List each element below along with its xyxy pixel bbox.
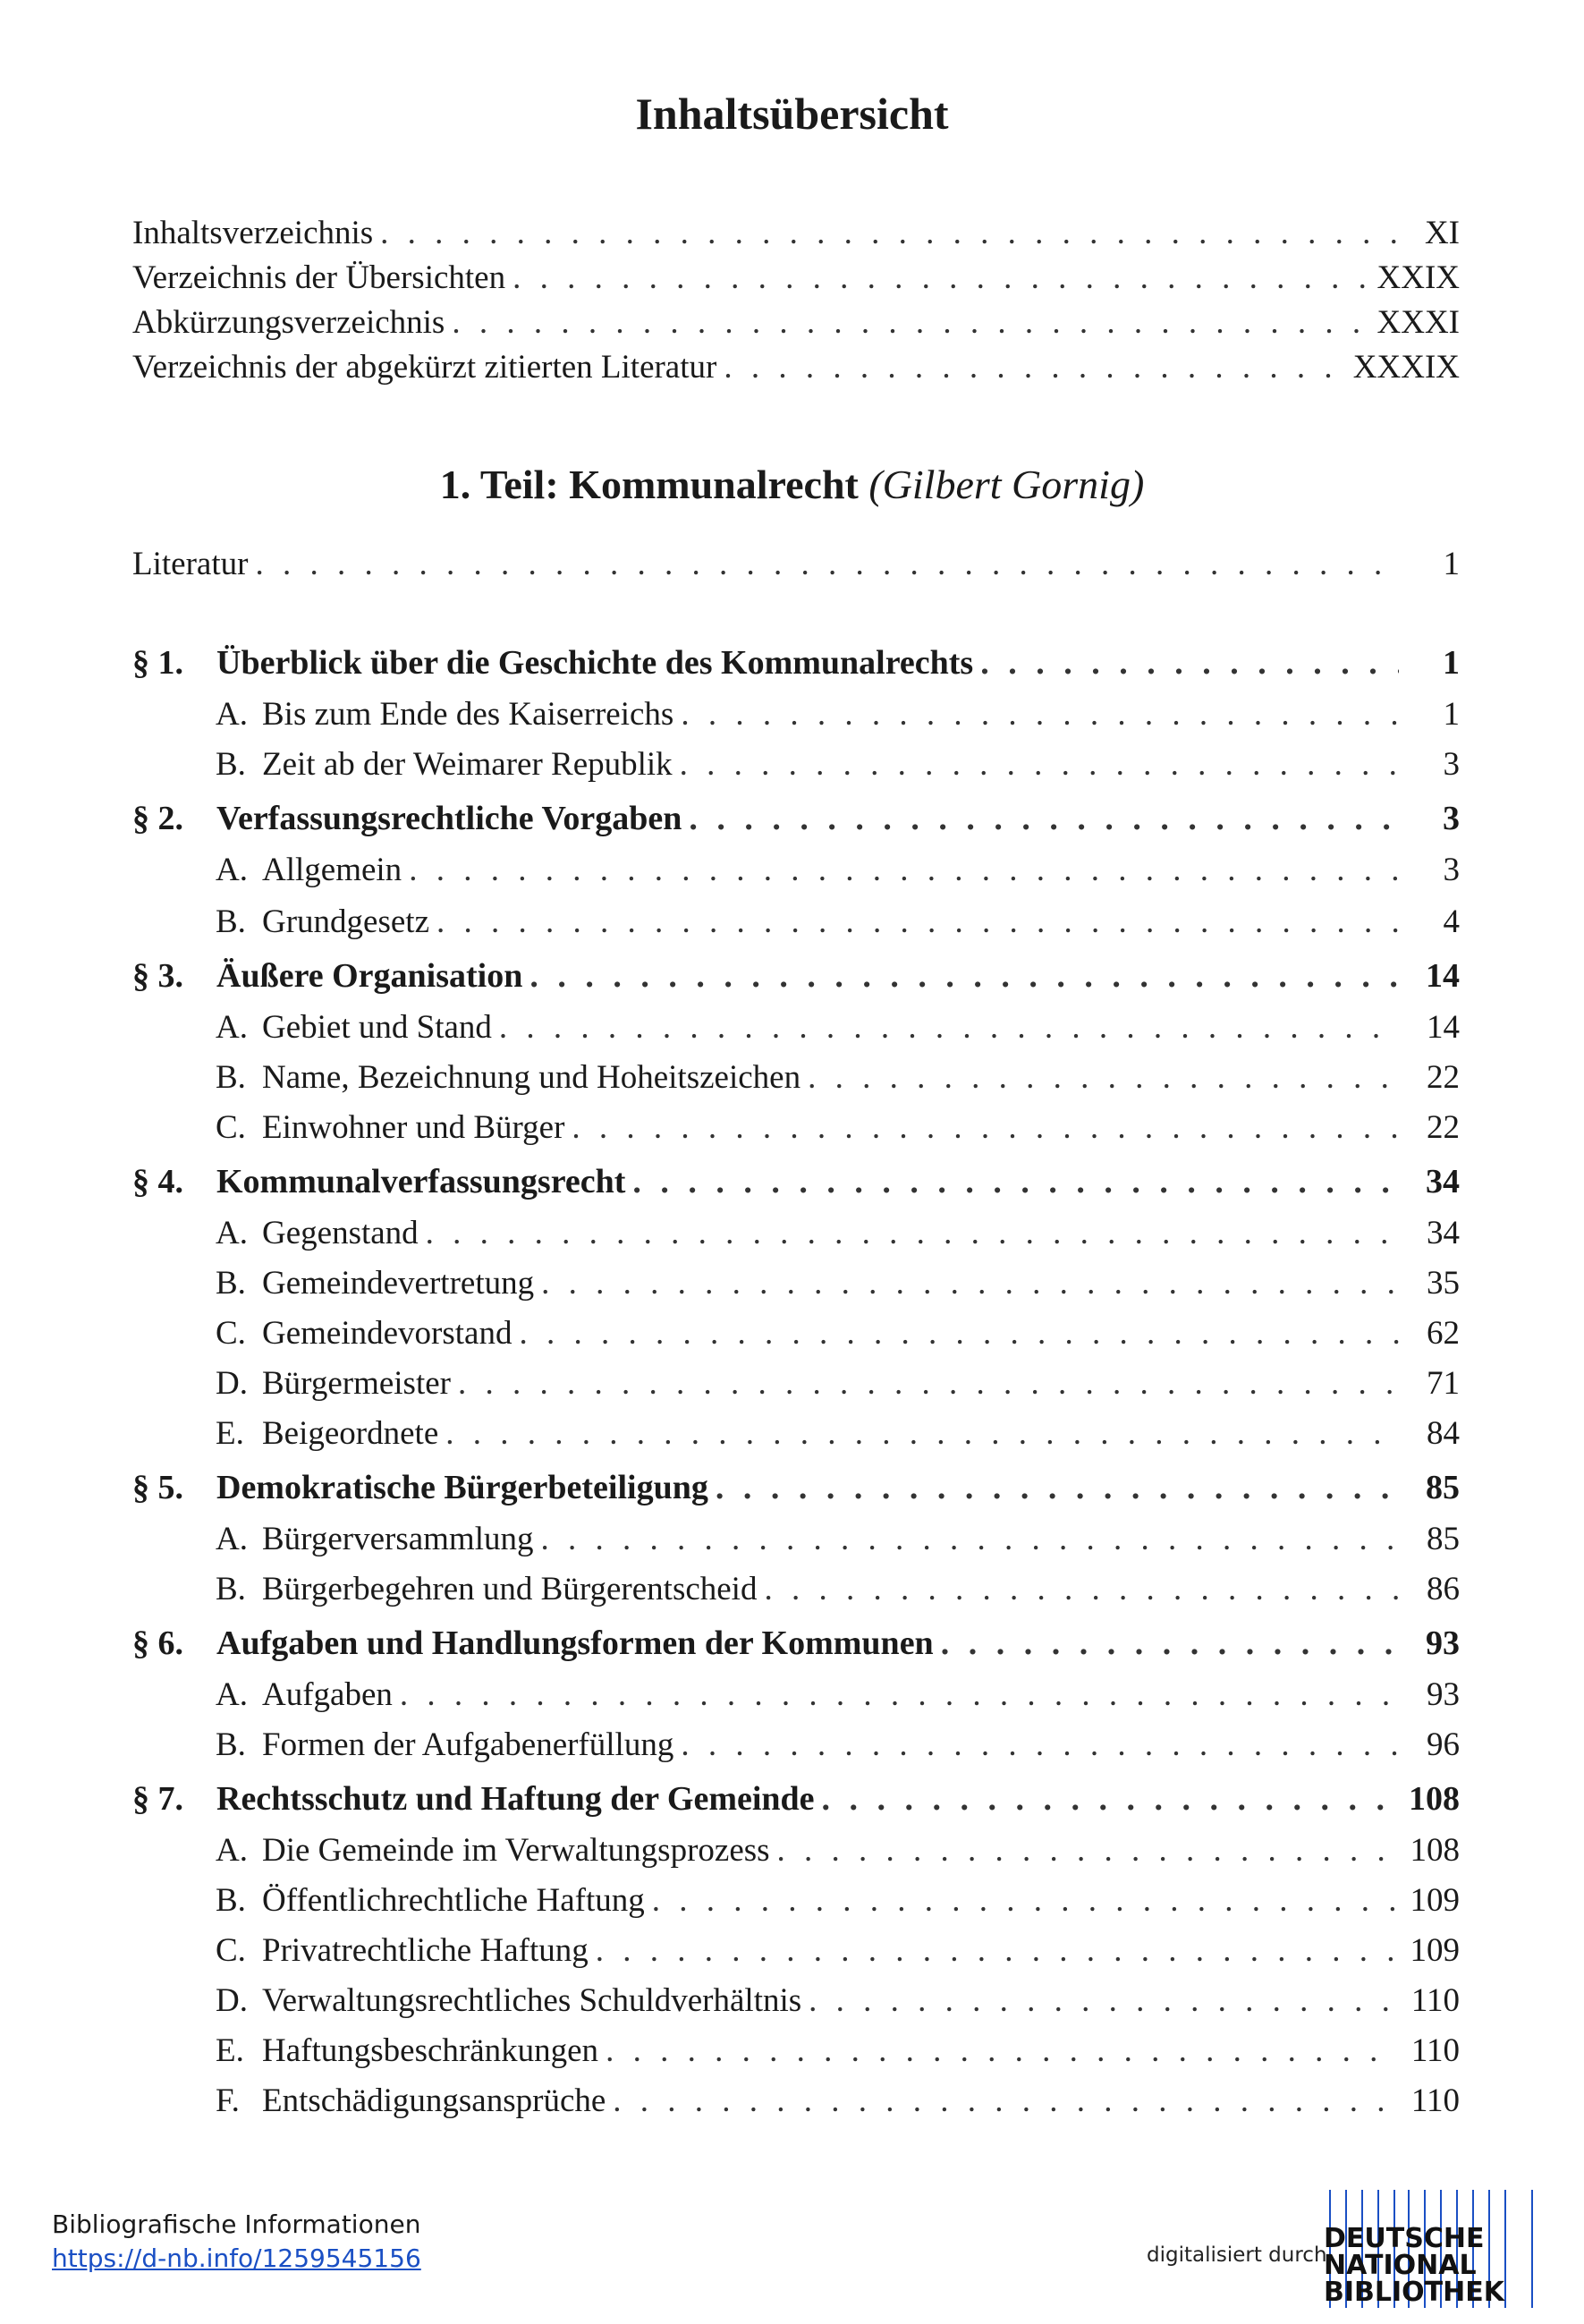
leader-dots [380, 211, 1399, 256]
chapter-title: Rechtsschutz und Haftung der Gemeinde [216, 1780, 815, 1818]
toc-section-6b[interactable] [216, 1723, 1460, 1768]
section-page: 14 [1427, 1009, 1460, 1046]
section-letter: C. [216, 1315, 246, 1352]
chapter-number: § 7. [132, 1780, 183, 1818]
leader-dots [452, 301, 1369, 345]
leader-dots [596, 1929, 1399, 1973]
leader-dots [499, 1005, 1399, 1050]
toc-entry-label: Verzeichnis der abgekürzt zitierten Literatur [132, 349, 717, 386]
toc-chapter-5[interactable] [132, 1465, 1460, 1510]
leader-dots [541, 1261, 1399, 1306]
section-page: 108 [1410, 1832, 1460, 1869]
leader-dots [764, 1567, 1399, 1612]
leader-dots [606, 2029, 1399, 2074]
leader-dots [680, 742, 1399, 787]
leader-dots [426, 1211, 1399, 1256]
toc-chapter-1[interactable] [132, 640, 1460, 685]
section-title: Bürgermeister [262, 1365, 451, 1402]
section-page: 22 [1427, 1109, 1460, 1146]
toc-section-4e[interactable] [216, 1412, 1460, 1456]
section-title: Haftungsbeschränkungen [262, 2032, 599, 2069]
toc-section-1a[interactable] [216, 692, 1460, 737]
toc-section-2b[interactable] [216, 900, 1460, 945]
toc-entry-literatur-verzeichnis[interactable] [132, 345, 1460, 390]
section-letter: A. [216, 852, 248, 888]
toc-section-2a[interactable] [216, 848, 1460, 893]
leader-dots [941, 1621, 1399, 1666]
leader-dots [809, 1979, 1399, 2023]
leader-dots [689, 796, 1399, 841]
section-letter: A. [216, 1832, 248, 1869]
section-title: Gebiet und Stand [262, 1009, 492, 1046]
dnb-logo [1324, 2190, 1535, 2308]
toc-entry-inhaltsverzeichnis[interactable] [132, 211, 1460, 256]
section-page: 109 [1410, 1882, 1460, 1919]
section-page: 4 [1443, 903, 1460, 940]
chapter-title: Aufgaben und Handlungsformen der Kommunen [216, 1624, 934, 1662]
section-letter: A. [216, 1215, 248, 1251]
chapter-title: Verfassungsrechtliche Vorgaben [216, 800, 682, 837]
chapter-page: 14 [1426, 957, 1460, 995]
toc-section-4b[interactable] [216, 1261, 1460, 1306]
toc-section-3b[interactable] [216, 1056, 1460, 1100]
section-letter: B. [216, 1059, 246, 1096]
chapter-title: Äußere Organisation [216, 957, 523, 995]
section-page: 86 [1427, 1571, 1460, 1607]
toc-entry-abkuerzungen[interactable] [132, 301, 1460, 345]
section-title: Gegenstand [262, 1215, 419, 1251]
toc-section-7c[interactable] [216, 1929, 1460, 1973]
section-letter: A. [216, 696, 248, 733]
section-letter: E. [216, 2032, 244, 2069]
bibliographic-info-link[interactable]: https://d-nb.info/1259545156 [52, 2243, 421, 2273]
leader-dots [724, 345, 1345, 390]
toc-entry-label: Verzeichnis der Übersichten [132, 259, 506, 296]
section-page: 3 [1443, 852, 1460, 888]
section-title: Einwohner und Bürger [262, 1109, 565, 1146]
chapter-number: § 1. [132, 644, 183, 682]
toc-section-5a[interactable] [216, 1517, 1460, 1562]
toc-chapter-7[interactable] [132, 1777, 1460, 1821]
digitized-by-label: digitalisiert durch [1147, 2243, 1327, 2267]
section-letter: B. [216, 746, 246, 783]
section-page: 34 [1427, 1215, 1460, 1251]
leader-dots [652, 1879, 1399, 1923]
section-title: Gemeindevorstand [262, 1315, 512, 1352]
section-page: 71 [1427, 1365, 1460, 1402]
section-page: 3 [1443, 746, 1460, 783]
leader-dots [777, 1828, 1399, 1873]
section-letter: E. [216, 1415, 244, 1452]
section-letter: C. [216, 1932, 246, 1969]
section-title: Entschädigungsansprüche [262, 2082, 606, 2119]
section-page: 22 [1427, 1059, 1460, 1096]
toc-chapter-3[interactable] [132, 954, 1460, 998]
toc-section-6a[interactable] [216, 1673, 1460, 1718]
toc-section-7f[interactable] [216, 2079, 1460, 2124]
leader-dots [458, 1361, 1399, 1406]
chapter-page: 108 [1409, 1780, 1460, 1818]
chapter-number: § 5. [132, 1469, 183, 1506]
toc-entry-page: XXXI [1376, 304, 1460, 341]
section-letter: B. [216, 1571, 246, 1607]
toc-section-3a[interactable] [216, 1005, 1460, 1050]
leader-dots [613, 2079, 1399, 2124]
toc-entry-page: XXXIX [1352, 349, 1460, 386]
dnb-logo-text: DEUTSCHE NATIONAL BIBLIOTHEK [1324, 2223, 1504, 2308]
toc-section-7b[interactable] [216, 1879, 1460, 1923]
section-page: 62 [1427, 1315, 1460, 1352]
toc-entry-uebersichten[interactable] [132, 256, 1460, 301]
toc-section-1b[interactable] [216, 742, 1460, 787]
part-title: 1. Teil: Kommunalrecht [439, 462, 859, 507]
section-letter: B. [216, 1265, 246, 1302]
toc-entry-label: Abkürzungsverzeichnis [132, 304, 445, 341]
toc-entry-page: XI [1424, 215, 1460, 251]
part-author: (Gilbert Gornig) [868, 462, 1145, 507]
toc-entry-label: Literatur [132, 546, 249, 582]
section-title: Bürgerversammlung [262, 1521, 534, 1557]
section-title: Grundgesetz [262, 903, 429, 940]
section-title: Zeit ab der Weimarer Republik [262, 746, 673, 783]
leader-dots [681, 1723, 1399, 1768]
part-heading [0, 461, 1584, 508]
toc-section-4d[interactable] [216, 1361, 1460, 1406]
chapter-page: 1 [1443, 644, 1460, 682]
chapter-title: Kommunalverfassungsrecht [216, 1163, 626, 1200]
leader-dots [572, 1106, 1399, 1150]
section-title: Öffentlichrechtliche Haftung [262, 1882, 645, 1919]
section-title: Privatrechtliche Haftung [262, 1932, 589, 1969]
section-page: 109 [1410, 1932, 1460, 1969]
leader-dots [512, 256, 1369, 301]
section-letter: F. [216, 2082, 240, 2119]
leader-dots [409, 848, 1399, 893]
chapter-page: 85 [1426, 1469, 1460, 1506]
leader-dots [808, 1056, 1399, 1100]
leader-dots [716, 1465, 1399, 1510]
bibliographic-info-label: Bibliografische Informationen [52, 2209, 421, 2239]
section-page: 85 [1427, 1521, 1460, 1557]
toc-section-3c[interactable] [216, 1106, 1460, 1150]
section-page: 1 [1443, 696, 1460, 733]
leader-dots [632, 1159, 1399, 1204]
chapter-page: 3 [1443, 800, 1460, 837]
leader-dots [540, 1517, 1399, 1562]
section-letter: A. [216, 1009, 248, 1046]
section-title: Verwaltungsrechtliches Schuldverhältnis [262, 1982, 802, 2019]
chapter-page: 93 [1426, 1624, 1460, 1662]
toc-section-5b[interactable] [216, 1567, 1460, 1612]
section-letter: D. [216, 1982, 248, 2019]
toc-section-4c[interactable] [216, 1311, 1460, 1356]
chapter-number: § 4. [132, 1163, 183, 1200]
bibliographic-info [52, 2208, 421, 2276]
chapter-number: § 2. [132, 800, 183, 837]
section-letter: A. [216, 1521, 248, 1557]
section-title: Allgemein [262, 852, 402, 888]
leader-dots [529, 954, 1399, 998]
leader-dots [681, 692, 1399, 737]
chapter-page: 34 [1426, 1163, 1460, 1200]
section-page: 110 [1410, 2032, 1460, 2069]
section-title: Aufgaben [262, 1676, 393, 1713]
section-page: 84 [1427, 1415, 1460, 1452]
section-title: Formen der Aufgabenerfüllung [262, 1726, 674, 1763]
section-title: Bürgerbegehren und Bürgerentscheid [262, 1571, 758, 1607]
toc-chapter-4[interactable] [132, 1159, 1460, 1204]
leader-dots [822, 1777, 1399, 1821]
chapter-title: Demokratische Bürgerbeteiligung [216, 1469, 708, 1506]
section-title: Die Gemeinde im Verwaltungsprozess [262, 1832, 770, 1869]
section-title: Bis zum Ende des Kaiserreichs [262, 696, 674, 733]
toc-entry-literatur[interactable] [132, 542, 1460, 587]
section-letter: B. [216, 1882, 246, 1919]
section-title: Name, Bezeichnung und Hoheitszeichen [262, 1059, 801, 1096]
section-page: 93 [1427, 1676, 1460, 1713]
toc-chapter-2[interactable] [132, 796, 1460, 841]
toc-section-4a[interactable] [216, 1211, 1460, 1256]
section-title: Beigeordnete [262, 1415, 439, 1452]
toc-entry-label: Inhaltsverzeichnis [132, 215, 374, 251]
section-letter: A. [216, 1676, 248, 1713]
section-letter: C. [216, 1109, 246, 1146]
chapter-number: § 3. [132, 957, 183, 995]
section-letter: B. [216, 1726, 246, 1763]
section-page: 110 [1410, 1982, 1460, 2019]
toc-section-7e[interactable] [216, 2029, 1460, 2074]
toc-section-7a[interactable] [216, 1828, 1460, 1873]
section-letter: D. [216, 1365, 248, 1402]
toc-entry-page: XXIX [1376, 259, 1460, 296]
section-letter: B. [216, 903, 246, 940]
toc-chapter-6[interactable] [132, 1621, 1460, 1666]
chapter-title: Überblick über die Geschichte des Kommunalrechts [216, 644, 974, 682]
section-page: 96 [1427, 1726, 1460, 1763]
leader-dots [436, 900, 1399, 945]
leader-dots [400, 1673, 1399, 1718]
section-title: Gemeindevertretung [262, 1265, 535, 1302]
leader-dots [519, 1311, 1399, 1356]
leader-dots [980, 640, 1399, 685]
section-page: 35 [1427, 1265, 1460, 1302]
leader-dots [445, 1412, 1399, 1456]
toc-entry-page: 1 [1443, 546, 1460, 582]
page-title: Inhaltsübersicht [635, 89, 949, 139]
leader-dots [255, 542, 1399, 587]
chapter-number: § 6. [132, 1624, 183, 1662]
toc-section-7d[interactable] [216, 1979, 1460, 2023]
section-page: 110 [1410, 2082, 1460, 2119]
